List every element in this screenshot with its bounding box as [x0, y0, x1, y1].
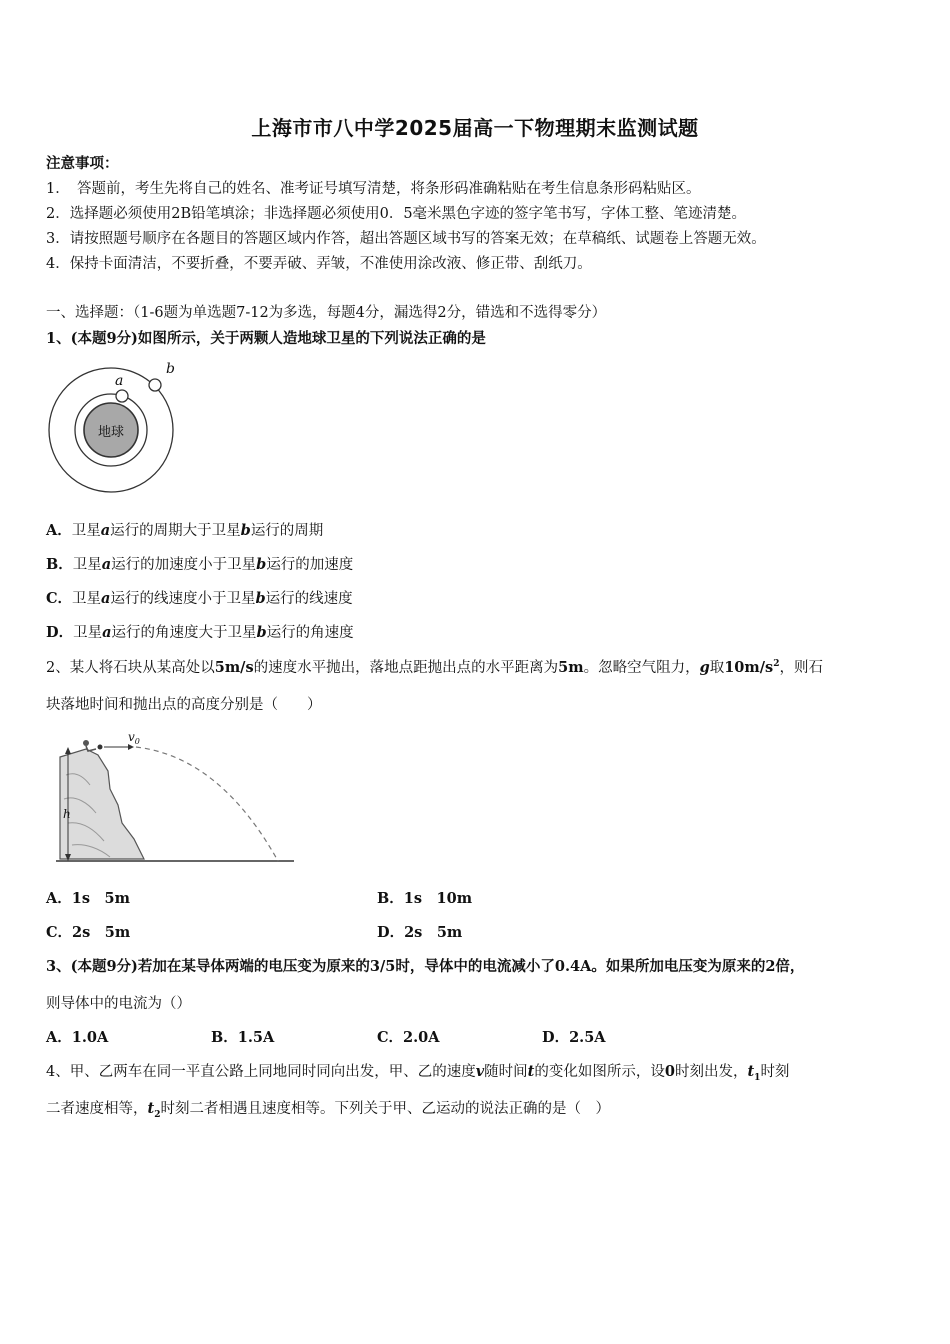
- satellite-b-label: b: [166, 361, 175, 377]
- height-label: h: [63, 807, 71, 821]
- q4-stem-line-2: 二者速度相等，$t_2$时刻二者相遇且速度相等。下列关于甲、乙运动的说法正确的是（ ）: [46, 1100, 610, 1120]
- q2-option-a[interactable]: A．1s 5m: [46, 890, 130, 907]
- velocity-label: $v_0$: [128, 730, 140, 746]
- velocity-arrow-head: [128, 744, 134, 750]
- q4-stem-line-1: 4、甲、乙两车在同一平直公路上同地同时同向出发，甲、乙的速度v随时间t的变化如图所示，设0时刻出发，$t_1$时刻: [46, 1063, 790, 1083]
- height-arrow-up: [65, 747, 71, 754]
- satellite-b-icon: [149, 379, 161, 391]
- q2-stem-line-2: 块落地时间和抛出点的高度分别是（ ）: [46, 697, 322, 713]
- q1-option-d[interactable]: D．卫星a运行的角速度大于卫星b运行的角速度: [46, 624, 354, 641]
- notice-item-1: 1． 答题前，考生先将自己的姓名、准考证号填写清楚，将条形码准确粘贴在考生信息条形码粘贴区。: [46, 181, 701, 197]
- notice-item-4: 4．保持卡面清洁，不要折叠，不要弄破、弄皱，不准使用涂改液、修正带、刮纸刀。: [46, 256, 592, 272]
- satellite-orbit-figure: [46, 358, 186, 494]
- q3-option-a[interactable]: A．1.0A: [46, 1029, 109, 1046]
- earth-label: 地球: [97, 425, 125, 440]
- q3-option-d[interactable]: D．2.5A: [542, 1029, 606, 1046]
- q3-option-b[interactable]: B．1.5A: [211, 1029, 275, 1046]
- satellite-a-label: a: [115, 373, 124, 389]
- notice-item-3: 3．请按照题号顺序在各题目的答题区域内作答，超出答题区域书写的答案无效；在草稿纸、试题卷上答题无效。: [46, 231, 766, 247]
- q2-option-d[interactable]: D．2s 5m: [377, 924, 463, 941]
- q2-stem-line-1: 2、某人将石块从某高处以5m/s的速度水平抛出，落地点距抛出点的水平距离为5m。忽略空气阻力，g取$10m/s^2$，则石: [46, 659, 823, 676]
- q1-option-b[interactable]: B．卫星a运行的加速度小于卫星b运行的加速度: [46, 556, 354, 573]
- section-1-heading: 一、选择题：（1-6题为单选题7-12为多选，每题4分，漏选得2分，错选和不选得零分）: [46, 305, 607, 321]
- page-title: 上海市市八中学2025届高一下物理期末监测试题: [251, 116, 699, 140]
- q1-stem: 1、(本题9分)如图所示，关于两颗人造地球卫星的下列说法正确的是: [46, 330, 486, 347]
- trajectory-path: [136, 747, 278, 861]
- satellite-a-icon: [116, 390, 128, 402]
- cliff-shape: [60, 749, 144, 859]
- thrower-icon: [83, 740, 89, 746]
- q1-option-c[interactable]: C．卫星a运行的线速度小于卫星b运行的线速度: [46, 590, 353, 607]
- q3-stem-line-1: 3、(本题9分)若加在某导体两端的电压变为原来的3/5时，导体中的电流减小了0.4A。如果所加电压变为原来的2倍，: [46, 958, 805, 975]
- q3-stem-line-2: 则导体中的电流为（）: [46, 996, 191, 1012]
- q2-option-b[interactable]: B．1s 10m: [377, 890, 473, 907]
- notice-heading: 注意事项：: [46, 155, 119, 172]
- q1-option-a[interactable]: A．卫星a运行的周期大于卫星b运行的周期: [46, 522, 324, 539]
- q2-option-c[interactable]: C．2s 5m: [46, 924, 131, 941]
- q3-option-c[interactable]: C．2.0A: [377, 1029, 440, 1046]
- projectile-cliff-figure: [50, 727, 300, 869]
- notice-item-2: 2．选择题必须使用2B铅笔填涂；非选择题必须使用0．5毫米黑色字迹的签字笔书写，字体工整、笔迹清楚。: [46, 206, 747, 222]
- stone-icon: [98, 745, 103, 750]
- thrower-arm: [86, 746, 96, 751]
